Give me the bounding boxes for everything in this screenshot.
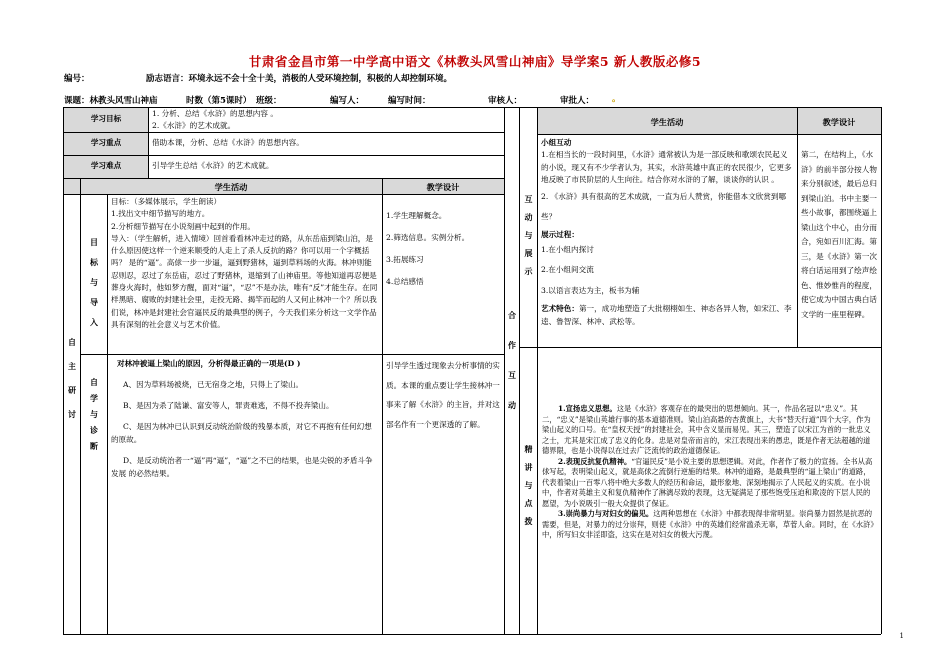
goal-item: 2.《水浒》的艺术成就。 [152, 121, 236, 130]
option-b: B、是因为杀了陆谦、富安等人，罪责难逃，不得不投奔梁山。 [123, 401, 334, 410]
interaction-design: 第二，在结构上，《水浒》的前半部分按人物来分别叙述，最后总归到梁山泊。书中主要一些小故事，都围绕逼上梁山这个中心，由分而合，宛如百川汇海。第三，是《水浒》第一次将白话运用到了绘声绘色、惟妙惟肖的程度，使它成为中国古典白话文学的一座里程碑。 [801, 150, 877, 319]
group-heading: 小组互动 [541, 138, 572, 147]
intro-paragraph: 导入：（学生解析，进入情境）回首看看林冲走过的路，从东岳庙到梁山泊，是什么原因使这样一个逆来顺受的人走上了杀人反抗的路？你可以用一个字概括吗？ 是的“逼”。高俅一步一步逼，逼到野猪林，逼到草料场的火海。林冲则能忍则忍，忍过了东岳庙，忍过了野猪林，退缩到了山神庙里。等他知道再忍便是葬身火海时，他如梦方醒，面对“逼”，“忍”不是办法，唯有“反”才能生存。在同样黑暗、腐败的封建社会里，走投无路、揭竿而起的人又何止林冲一个？所以我们说，林冲是封建社会官逼民反的最典型的例子，今天我们来分析这一文学作品具有深刻的社会意义与艺术价值。 [111, 233, 378, 329]
question-text: 对林冲被逼上梁山的原因，分析得最正确的一项是(D ) [117, 359, 301, 368]
goal-heading: 目标：（多媒体展示，学生朗读） [111, 197, 222, 206]
reviewer-label: 审核人： [488, 96, 523, 106]
option-c: C、是因为林冲已认识到反动统治阶级的残暴本质，对它不再抱有任何幻想的原故。 [111, 422, 372, 444]
focus-text: 借助本课，分析、总结《水浒》的思想内容。 [152, 138, 304, 147]
approver-label: 审批人： [560, 96, 595, 106]
design-item: 2.筛选信息。实例分析。 [386, 233, 470, 242]
process-step: 3.以语言表达为主，板书为辅 [541, 285, 640, 295]
course-label: 课题：林教头风雪山神庙 [64, 96, 158, 106]
point-two: 2.表现反抗复仇精神。“官逼民反”是小说主要的思想逻辑。对此，作者作了极力的宣扬。全书从高俅写起，表明梁山起义，就是高俅之流倒行逆施的结果。林冲的道路，是最典型的“逼上梁山”的道路，代表着梁山一百零八将中绝大多数人的经历和命运，最形象地、深刻地揭示了人民起义的实质。在小说中，作者对英雄主义和复仇精神作了淋漓尽致的表现，这无疑满足了那些饱受压迫和欺凌的下层人民的愿望，为小说吸引一般大众提供了保证。 [542, 456, 873, 508]
section-label-interaction: 互动与展示 [524, 194, 533, 276]
approver-mark: 。 [612, 94, 621, 104]
section-label-goals-intro: 目标与导入 [90, 237, 98, 327]
design-item: 3.拓展练习 [386, 255, 424, 264]
process-step: 1.在小组内探讨 [541, 245, 594, 255]
document-title: 甘肃省金昌市第一中学高中语文《林教头风雪山神庙》导学案5 新人教版必修5 [248, 54, 702, 69]
design-item: 4.总结感悟 [386, 277, 424, 286]
focus-label: 学习重点 [90, 138, 122, 147]
difficulty-text: 引导学生总结《水浒》的艺术成就。 [152, 161, 274, 170]
write-time-label: 编写时间： [388, 96, 431, 106]
page-number: 1 [899, 632, 904, 640]
goal-item: 1. 分析、总结《水浒》的思想内容 。 [152, 109, 278, 118]
motto: 励志语言：环境永远不会十全十美，消极的人受环境控制，积极的人却控制环境。 [146, 74, 453, 84]
left-col-design: 教学设计 [426, 182, 460, 192]
diagnosis-design: 引导学生透过现象去分析事情的实质。本课的重点要让学生接林冲一事来了解《水浒》的主旨，并对这部名作有一个更深透的了解。 [386, 361, 500, 429]
option-d: D、是反动统治者一“逼”再“逼”，“逼”之不已的结果，也是尖锐的矛盾斗争发展 的必然结果。 [111, 456, 373, 478]
point-three: 3.崇尚暴力与对妇女的偏见。这两种思想在《水浒》中都表现得非常明显。崇尚暴力固然是抗恶的需要，但是，对暴力的过分崇拜，则使《水浒》中的英雄们经常滥杀无辜，草菅人命。同时，在《水浒》中，所写妇女非淫即盗，这实在是对妇女的极大污蔑。 [542, 509, 875, 539]
difficulty-label: 学习难点 [90, 161, 122, 170]
right-col-activity: 学生活动 [650, 117, 684, 127]
left-col-activity: 学生活动 [214, 182, 248, 192]
point-one: 1.宣扬忠义思想。这是《水浒》客观存在的最突出的思想倾向。其一，作品名冠以“忠义”。其二，“忠义”是梁山英雄行事的基本道德准则。梁山泊高悬的杏黄旗上，大书“替天行道”四个大字，作为梁山起义的口号。在“皇权天授”的封建社会，其中含义显而易见。其三，塑造了以宋江为首的一批忠义之士，尤其是宋江成了忠义的化身。忠是对皇帝而言的，宋江表现出来的愚忠，既是作者无法超越的道德界限，也是小说得以在过去广泛流传的政治道德保证。 [542, 404, 871, 455]
writer-label: 编写人： [330, 96, 365, 106]
period-label: 时数（第5课时） [186, 96, 252, 106]
code-label: 编号： [64, 74, 90, 84]
goals-label: 学习目标 [90, 114, 122, 123]
section-label-self-diagnosis: 自学与诊断 [90, 377, 98, 451]
process-step: 2.在小组间交流 [541, 265, 594, 275]
design-item: 1.学生理解概念。 [386, 211, 447, 220]
option-a: A、因为草料场被烧，已无宿身之地，只得上了梁山。 [123, 380, 304, 389]
art-features: 艺术特色：第一，成功地塑造了大批栩栩如生、神态各异人物，如宋江、李逵、鲁智深、林冲、武松等。 [541, 304, 792, 326]
goal-line: 1.找出文中细节描写的地方。 [111, 209, 210, 219]
process-heading: 展示过程： [541, 229, 579, 239]
side-label-self-study: 自主研讨 [68, 337, 76, 419]
section-label-explain: 精讲与点拨 [524, 444, 533, 526]
class-label: 班级： [256, 96, 282, 106]
interaction-question: 2. 《水浒》具有很高的艺术成就，一直为后人赞赏，你能借本文欣赏到哪些？ [541, 191, 787, 221]
goal-line: 2.分析细节描写在小说刻画中起到的作用。 [111, 221, 255, 231]
side-label-cooperation: 合作互动 [508, 310, 516, 410]
interaction-question: 1.在相当长的一段时间里，《水浒》通常被认为是一部反映和歌颂农民起义的小说，现又有不少学者认为，其实，水浒英雄中真正的农民很少，它更多地反映了市民阶层的人生向往。结合你对水浒的了解，谈谈你的认识 。 [541, 150, 792, 185]
right-col-design: 教学设计 [822, 117, 856, 127]
